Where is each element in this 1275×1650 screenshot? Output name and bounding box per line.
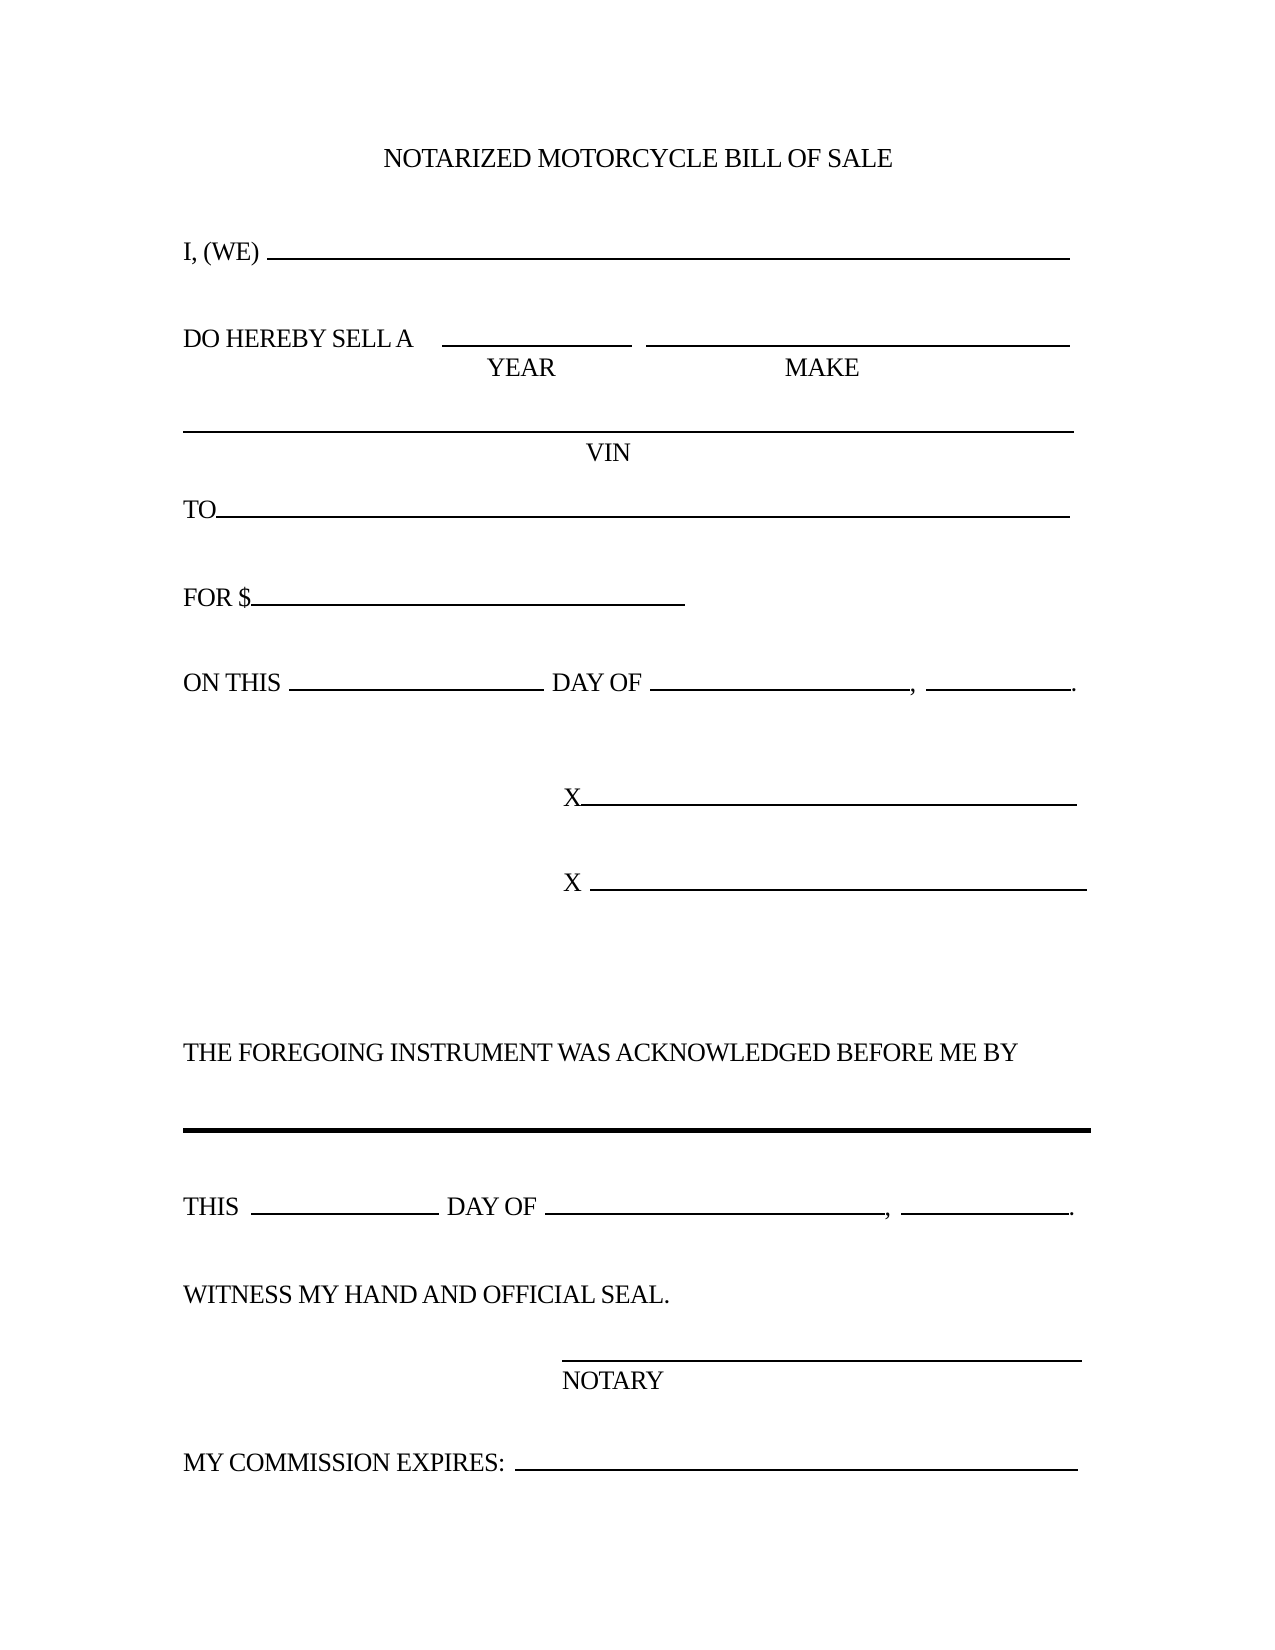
acknowledgment-row xyxy=(183,1038,1018,1068)
sale-day-blank xyxy=(289,689,544,691)
signature-row-1 xyxy=(563,783,1077,813)
notary-month-blank xyxy=(545,1213,885,1215)
notary-this-label: THIS xyxy=(183,1192,239,1221)
acknowledgment-text: THE FOREGOING INSTRUMENT WAS ACKNOWLEDGED BEFORE ME BY xyxy=(183,1038,1019,1067)
signature-blank-2 xyxy=(590,889,1087,891)
buyer-intro-label: TO xyxy=(183,495,217,524)
price-label: FOR $ xyxy=(183,583,251,612)
on-this-label: ON THIS xyxy=(183,668,281,697)
commission-expires-blank xyxy=(515,1469,1078,1471)
buyer-name-blank xyxy=(216,516,1070,518)
commission-expires-label: MY COMMISSION EXPIRES: xyxy=(183,1448,505,1477)
notary-caption: NOTARY xyxy=(562,1366,664,1395)
signature-x-label-2: X xyxy=(563,868,582,897)
witness-statement-row xyxy=(183,1280,670,1310)
seller-name-blank xyxy=(267,258,1070,260)
seller-intro-label: I, (WE) xyxy=(183,237,259,266)
sale-date-row xyxy=(183,668,1077,698)
sale-month-blank xyxy=(650,689,910,691)
commission-line-row xyxy=(183,1448,1078,1478)
notary-signature-blank xyxy=(562,1360,1082,1362)
sale-day-of-label: DAY OF xyxy=(551,668,642,697)
signature-row-2 xyxy=(563,868,1087,898)
sale-line-row xyxy=(183,324,1070,354)
year-blank xyxy=(442,345,632,347)
vin-blank xyxy=(183,431,1074,433)
price-line-row xyxy=(183,583,685,613)
buyer-line-row xyxy=(183,495,1070,525)
signature-blank-1 xyxy=(581,804,1077,806)
notary-day-blank xyxy=(251,1213,439,1215)
notary-comma: , xyxy=(884,1192,891,1221)
notary-date-row xyxy=(183,1192,1075,1222)
page-title: NOTARIZED MOTORCYCLE BILL OF SALE xyxy=(383,143,893,173)
year-caption: YEAR xyxy=(486,353,556,382)
make-caption: MAKE xyxy=(784,353,860,382)
sale-clause-label: DO HEREBY SELL A xyxy=(183,324,414,353)
vin-caption: VIN xyxy=(585,438,631,467)
sale-year-blank xyxy=(926,689,1071,691)
sale-period: . xyxy=(1070,668,1077,697)
seller-line-row xyxy=(183,237,1070,267)
section-divider-rule xyxy=(183,1128,1091,1133)
notary-day-of-label: DAY OF xyxy=(446,1192,537,1221)
notary-year-blank xyxy=(901,1213,1069,1215)
make-blank xyxy=(646,345,1070,347)
price-blank xyxy=(251,604,685,606)
sale-comma: , xyxy=(909,668,916,697)
notary-period: . xyxy=(1068,1192,1075,1221)
witness-statement-text: WITNESS MY HAND AND OFFICIAL SEAL. xyxy=(183,1280,670,1309)
signature-x-label-1: X xyxy=(563,783,582,812)
